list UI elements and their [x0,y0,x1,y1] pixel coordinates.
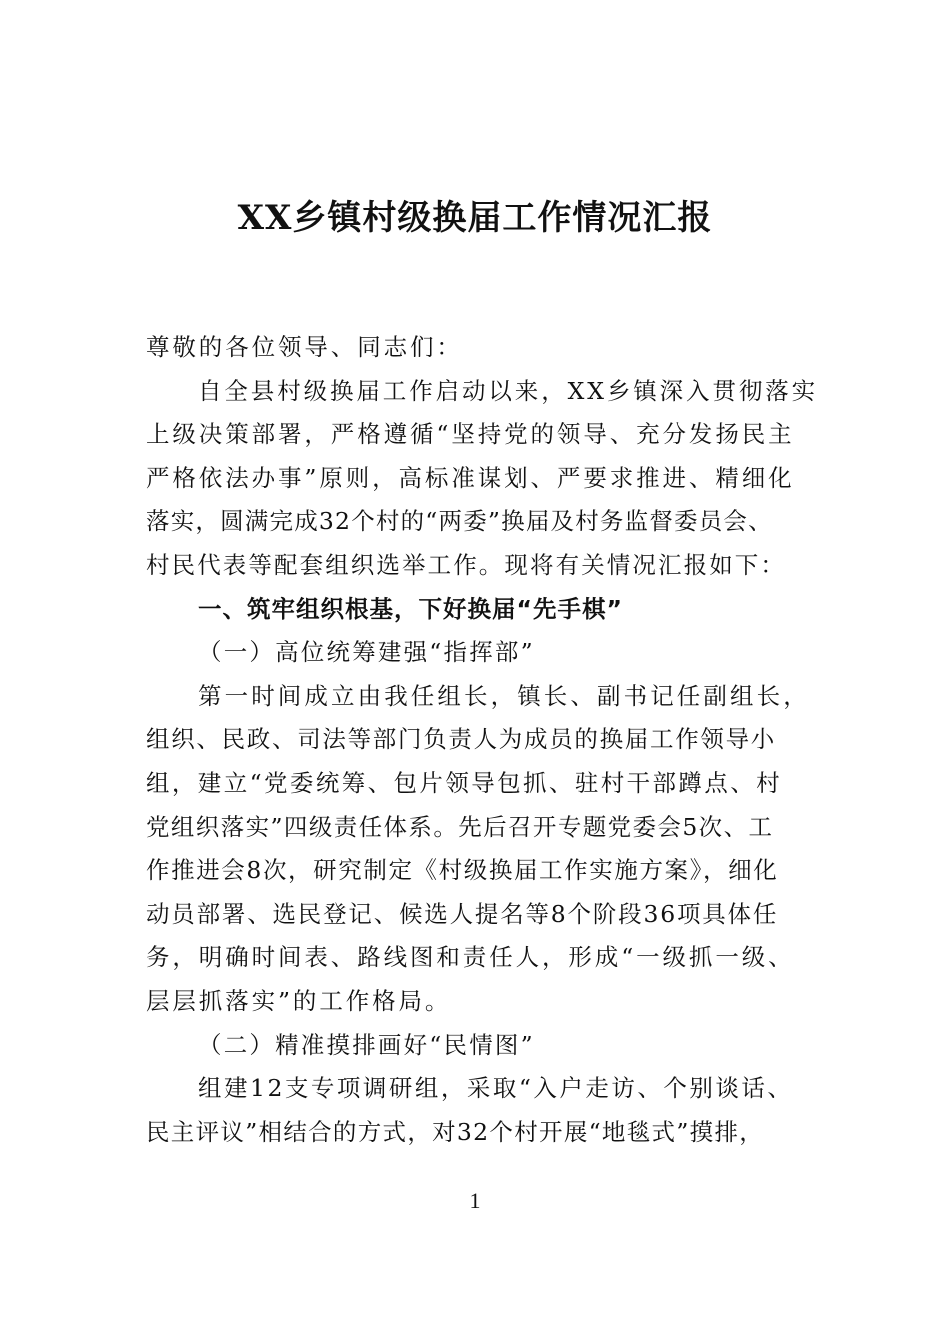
paragraph-line: 民主评议”相结合的方式，对32个村开展“地毯式”摸排， [146,1117,765,1146]
subsection-heading: （一）高位统筹建强“指挥部” [198,638,535,667]
paragraph-line: 自全县村级换届工作启动以来，XX乡镇深入贯彻落实 [198,376,819,405]
paragraph-line: 落实，圆满完成32个村的“两委”换届及村务监督委员会、 [146,507,773,536]
paragraph-line: 层层抓落实”的工作格局。 [146,986,452,1015]
salutation: 尊敬的各位领导、同志们： [146,333,463,361]
paragraph-line: 组，建立“党委统筹、包片领导包抓、驻村干部蹲点、村 [146,768,783,797]
paragraph-line: 严格依法办事”原则，高标准谋划、严要求推进、精细化 [146,463,795,492]
document-title: XX乡镇村级换届工作情况汇报 [237,198,713,238]
subsection-heading: （二）精准摸排画好“民情图” [198,1030,535,1059]
paragraph-line: 党组织落实”四级责任体系。先后召开专题党委会5次、工 [146,812,774,841]
paragraph-line: 上级决策部署，严格遵循“坚持党的领导、充分发扬民主 [146,420,795,449]
paragraph-line: 务，明确时间表、路线图和责任人，形成“一级抓一级、 [146,943,795,972]
paragraph-line: 组织、民政、司法等部门负责人为成员的换届工作领导小 [146,725,776,754]
paragraph-line: 第一时间成立由我任组长，镇长、副书记任副组长， [198,681,810,710]
document-body [146,326,819,1154]
paragraph-line: 村民代表等配套组织选举工作。现将有关情况汇报如下： [146,550,786,579]
section-heading: 一、筑牢组织根基，下好换届“先手棋” [198,594,623,623]
paragraph-line: 组建12支专项调研组，采取“入户走访、个别谈话、 [198,1074,794,1103]
paragraph-line: 作推进会8次，研究制定《村级换届工作实施方案》，细化 [146,856,779,885]
page-number: 1 [469,1188,481,1213]
paragraph-line: 动员部署、选民登记、候选人提名等8个阶段36项具体任 [146,899,779,928]
